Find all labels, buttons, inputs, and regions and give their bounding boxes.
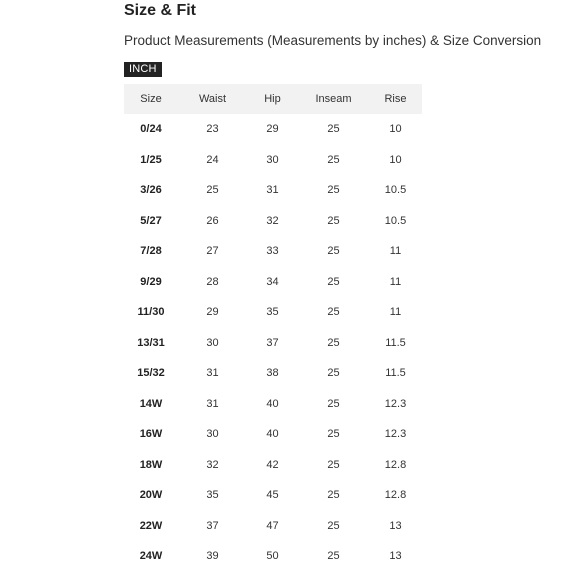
- waist-cell: 27: [206, 245, 219, 258]
- size-cell: 15/32: [137, 367, 165, 380]
- waist-cell: 32: [206, 458, 219, 471]
- size-cell: 18W: [139, 458, 163, 471]
- table-row: [124, 328, 422, 359]
- table-row: [124, 175, 422, 206]
- column-header-rise: Rise: [384, 93, 407, 105]
- hip-cell: 47: [266, 519, 279, 532]
- hip-cell: 37: [266, 336, 279, 349]
- table-row: [124, 389, 422, 420]
- hip-cell: 33: [266, 245, 279, 258]
- hip-cell: 38: [266, 367, 279, 380]
- waist-cell: 31: [206, 397, 219, 410]
- table-row: [124, 480, 422, 511]
- column-header-inseam: Inseam: [315, 93, 352, 105]
- waist-cell: 39: [206, 550, 219, 563]
- table-row: [124, 267, 422, 298]
- column-header-waist: Waist: [198, 93, 227, 105]
- size-cell: 14W: [139, 397, 163, 410]
- size-cell: 24W: [139, 550, 163, 563]
- rise-cell: 13: [389, 550, 402, 563]
- rise-cell: 12.3: [384, 397, 407, 410]
- rise-cell: 10: [389, 123, 402, 136]
- hip-cell: 29: [266, 123, 279, 136]
- table-row: [124, 236, 422, 267]
- rise-cell: 11: [389, 245, 402, 258]
- inseam-cell: 25: [327, 184, 340, 197]
- column-header-hip: Hip: [264, 93, 281, 105]
- table-row: [124, 419, 422, 450]
- rise-cell: 13: [389, 519, 402, 532]
- size-cell: 0/24: [140, 123, 162, 136]
- rise-cell: 12.8: [384, 489, 407, 502]
- size-chart-table: [124, 84, 422, 572]
- page-subtitle: Product Measurements (Measurements by inches) & Size Conversion: [124, 33, 542, 48]
- inseam-cell: 25: [327, 275, 340, 288]
- table-row: [124, 297, 422, 328]
- inseam-cell: 25: [327, 123, 340, 136]
- hip-cell: 31: [266, 184, 279, 197]
- size-cell: 11/30: [137, 306, 165, 319]
- size-cell: 7/28: [140, 245, 162, 258]
- waist-cell: 26: [206, 214, 219, 227]
- size-cell: 9/29: [140, 275, 162, 288]
- inseam-cell: 25: [327, 336, 340, 349]
- hip-cell: 40: [266, 428, 279, 441]
- size-cell: 16W: [139, 428, 163, 441]
- inseam-cell: 25: [327, 397, 340, 410]
- hip-cell: 50: [266, 550, 279, 563]
- size-cell: 5/27: [140, 214, 162, 227]
- waist-cell: 24: [206, 153, 219, 166]
- table-row: [124, 541, 422, 572]
- rise-cell: 12.3: [384, 428, 407, 441]
- inseam-cell: 25: [327, 428, 340, 441]
- waist-cell: 31: [206, 367, 219, 380]
- table-header-row: [124, 84, 422, 114]
- waist-cell: 23: [206, 123, 219, 136]
- column-header-size: Size: [140, 93, 162, 105]
- rise-cell: 12.8: [384, 458, 407, 471]
- rise-cell: 10: [389, 153, 402, 166]
- table-row: [124, 145, 422, 176]
- table-row: [124, 511, 422, 542]
- hip-cell: 30: [266, 153, 279, 166]
- hip-cell: 32: [266, 214, 279, 227]
- hip-cell: 40: [266, 397, 279, 410]
- page-title: Size & Fit: [124, 2, 197, 19]
- unit-badge[interactable]: INCH: [124, 62, 162, 77]
- waist-cell: 28: [206, 275, 219, 288]
- inseam-cell: 25: [327, 306, 340, 319]
- inseam-cell: 25: [327, 550, 340, 563]
- inseam-cell: 25: [327, 245, 340, 258]
- rise-cell: 11: [389, 275, 402, 288]
- size-cell: 22W: [139, 519, 163, 532]
- hip-cell: 34: [266, 275, 279, 288]
- table-row: [124, 358, 422, 389]
- rise-cell: 11.5: [385, 336, 406, 349]
- table-header: [124, 84, 422, 114]
- waist-cell: 30: [206, 336, 219, 349]
- table-body: [124, 114, 422, 572]
- waist-cell: 25: [206, 184, 219, 197]
- hip-cell: 45: [266, 489, 279, 502]
- inseam-cell: 25: [327, 519, 340, 532]
- inseam-cell: 25: [327, 458, 340, 471]
- hip-cell: 42: [266, 458, 279, 471]
- inseam-cell: 25: [327, 153, 340, 166]
- size-cell: 1/25: [140, 153, 162, 166]
- waist-cell: 35: [206, 489, 219, 502]
- size-cell: 13/31: [137, 336, 165, 349]
- size-cell: 20W: [139, 489, 163, 502]
- hip-cell: 35: [266, 306, 279, 319]
- table-row: [124, 206, 422, 237]
- rise-cell: 10.5: [384, 184, 407, 197]
- rise-cell: 10.5: [384, 214, 407, 227]
- waist-cell: 30: [206, 428, 219, 441]
- table-row: [124, 114, 422, 145]
- inseam-cell: 25: [327, 214, 340, 227]
- size-cell: 3/26: [140, 184, 162, 197]
- waist-cell: 37: [206, 519, 219, 532]
- rise-cell: 11.5: [385, 367, 406, 380]
- inseam-cell: 25: [327, 489, 340, 502]
- rise-cell: 11: [389, 306, 402, 319]
- inseam-cell: 25: [327, 367, 340, 380]
- table-row: [124, 450, 422, 481]
- waist-cell: 29: [206, 306, 219, 319]
